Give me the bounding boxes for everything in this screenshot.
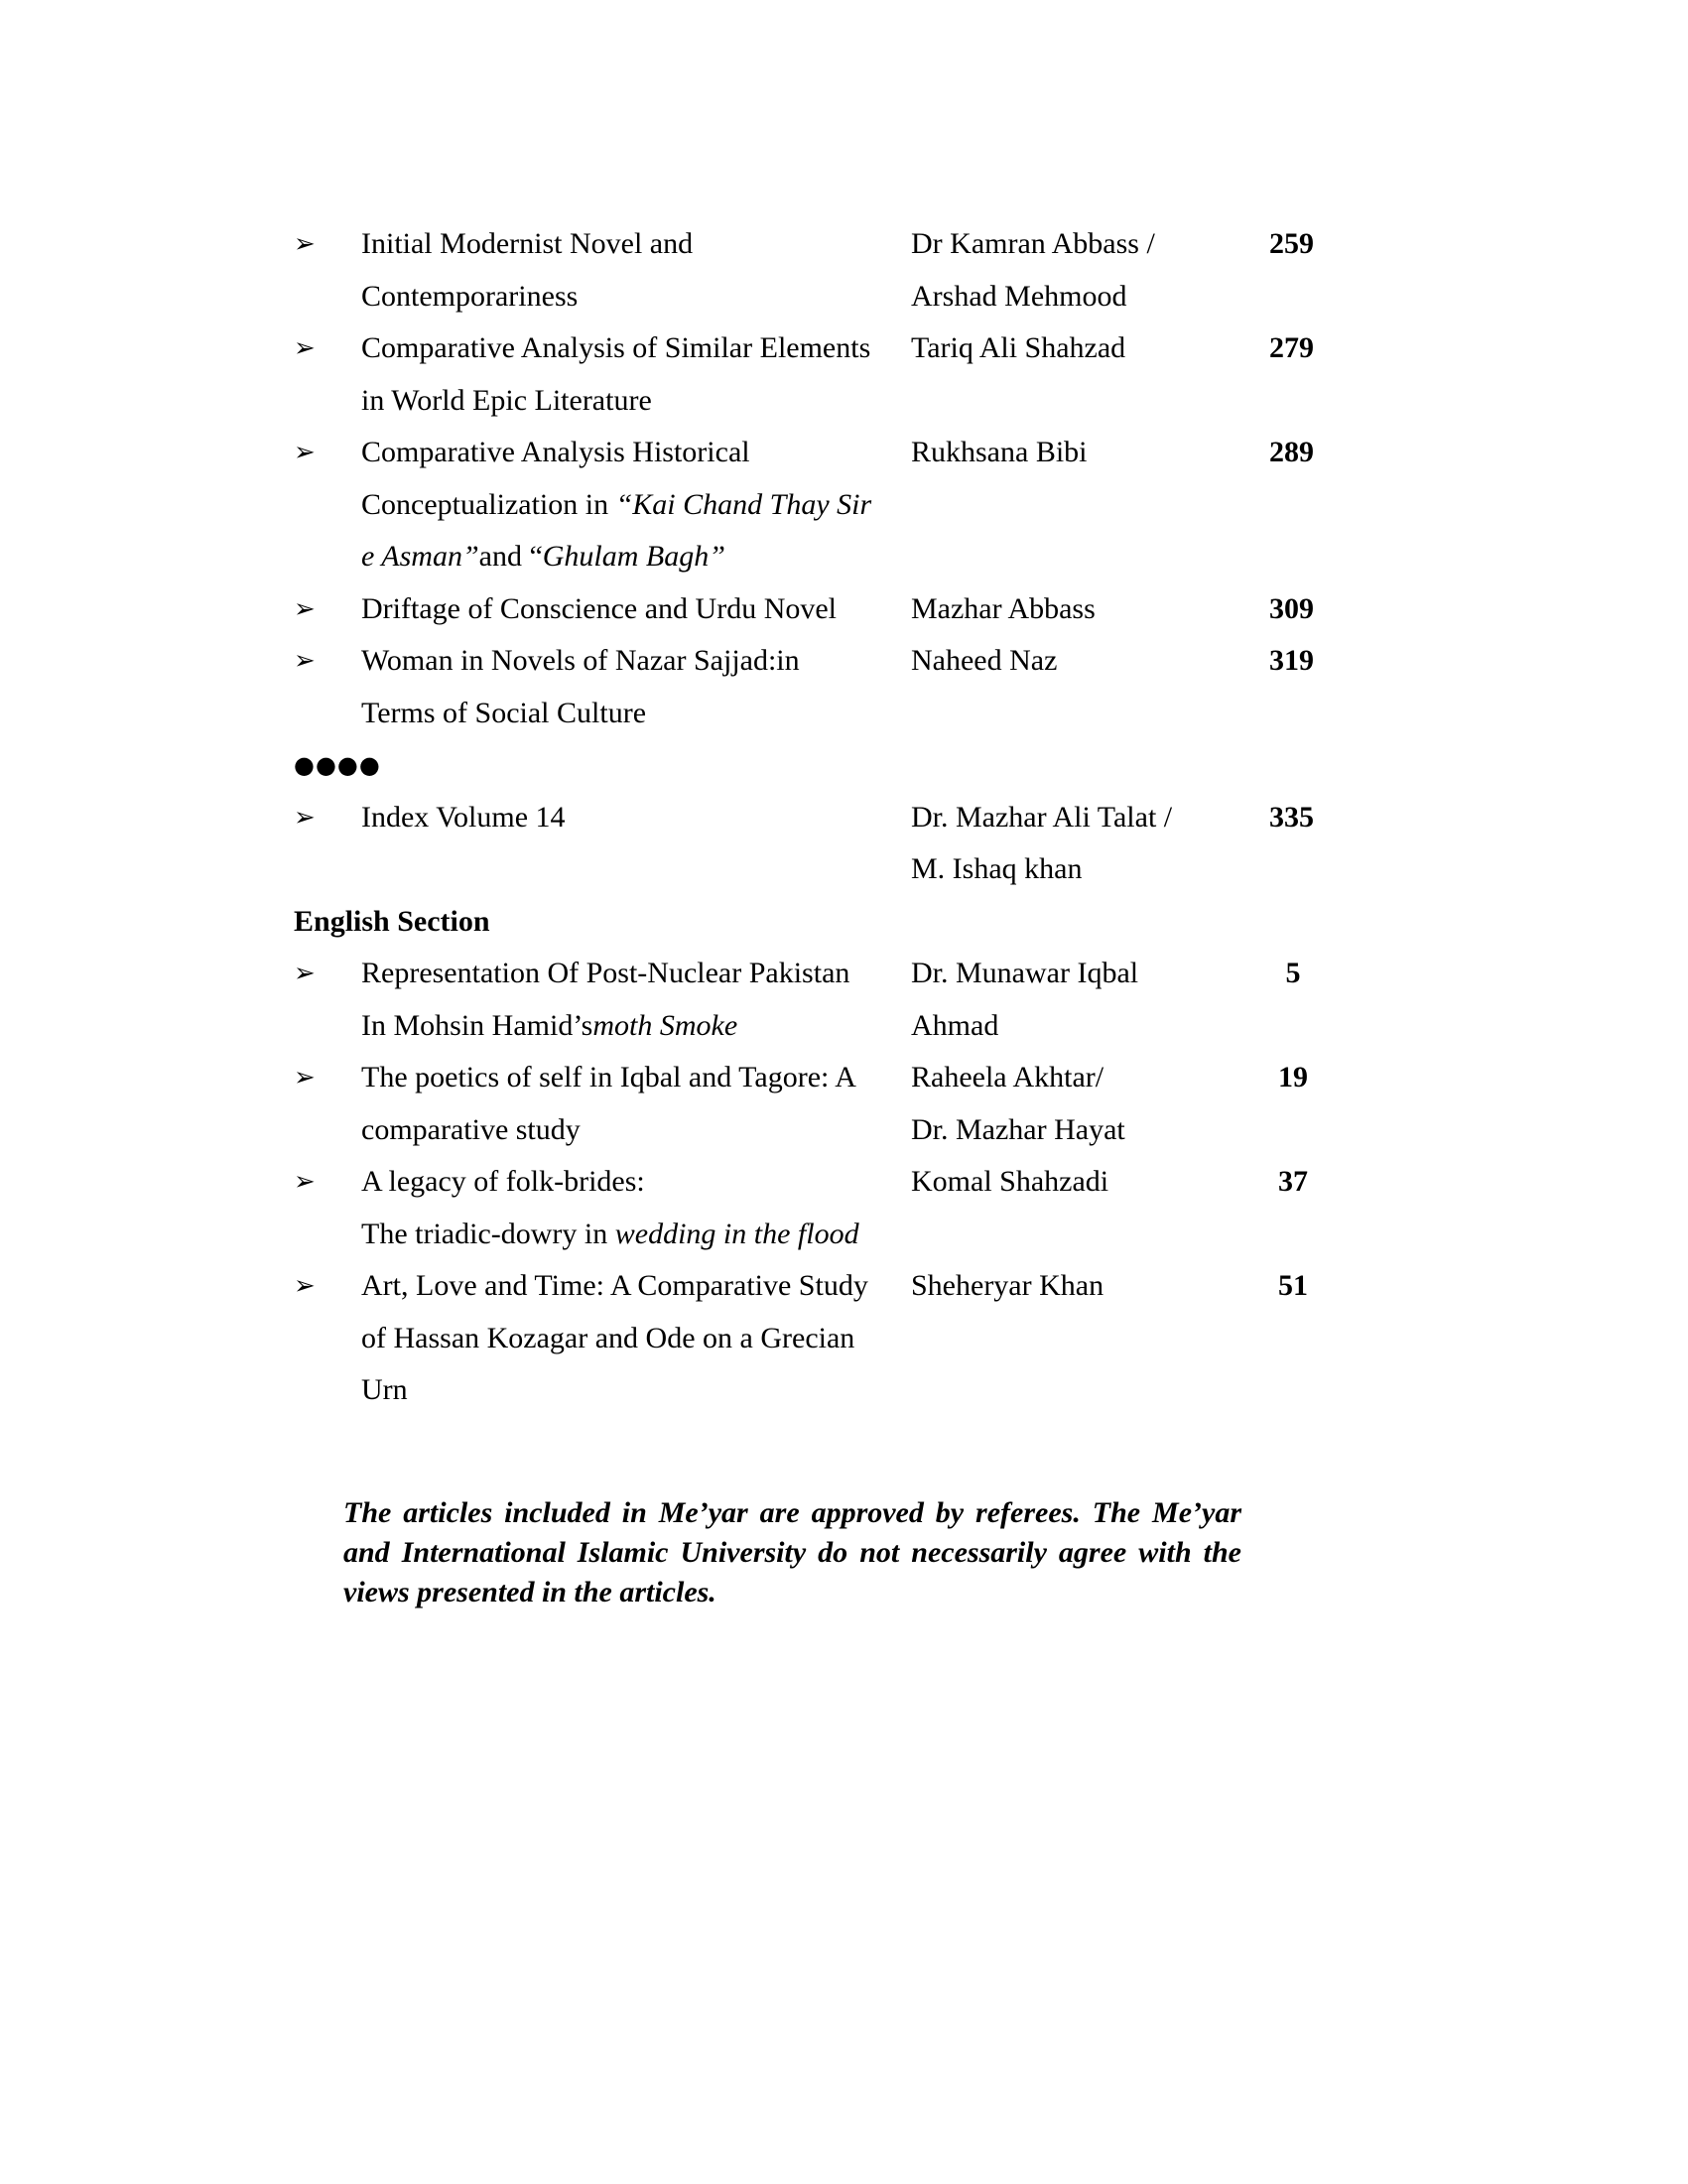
arrow-bullet-icon: ➢	[294, 959, 316, 988]
title-italic-text: “Kai Chand Thay Sir	[615, 487, 872, 521]
title-line: Urn	[361, 1373, 408, 1406]
page-number: 259	[1269, 227, 1314, 260]
author-line: Ahmad	[911, 1008, 999, 1042]
disclaimer-note: The articles included in Me’yar are approved by referees. The Me’yar and International Islamic University do not necessarily agree with the views presented in the articles.	[343, 1496, 1241, 1608]
page-number: 37	[1278, 1165, 1308, 1198]
toc-entry	[294, 218, 1326, 322]
title-line: comparative study	[361, 1112, 581, 1146]
author-line: Mazhar Abbass	[911, 591, 1096, 625]
title-line: The poetics of self in Iqbal and Tagore: A	[361, 1061, 856, 1093]
entry-author	[911, 427, 1209, 479]
author-line: Dr Kamran Abbass /	[911, 227, 1155, 260]
author-line: Rukhsana Bibi	[911, 436, 1088, 468]
entry-title	[361, 792, 887, 896]
title-line: Initial Modernist Novel and	[361, 227, 694, 260]
toc-entry	[294, 322, 1326, 427]
page-number: 5	[1285, 957, 1301, 989]
page-number: 335	[1269, 800, 1314, 834]
arrow-bullet-icon: ➢	[294, 802, 316, 833]
page-number: 51	[1278, 1269, 1308, 1302]
page-number: 319	[1269, 644, 1314, 677]
author-line: Naheed Naz	[911, 644, 1058, 677]
author-line: M. Ishaq khan	[911, 852, 1083, 885]
arrow-bullet-icon: ➢	[294, 1271, 316, 1301]
entry-title	[361, 1156, 887, 1260]
toc-entry	[294, 1052, 1326, 1156]
entry-author	[911, 583, 1209, 636]
title-text: Conceptualization in	[361, 487, 616, 521]
entry-title	[361, 322, 887, 427]
entry-title	[361, 635, 887, 739]
entry-title	[361, 427, 887, 583]
title-line: Comparative Analysis Historical	[361, 436, 750, 468]
author-line: Sheheryar Khan	[911, 1269, 1104, 1302]
entry-author	[911, 948, 1209, 1052]
title-line: A legacy of folk-brides:	[361, 1165, 645, 1198]
toc-entry	[294, 1260, 1326, 1417]
arrow-bullet-icon: ➢	[294, 1167, 316, 1197]
page-number: 309	[1269, 591, 1314, 625]
toc-entry	[294, 1156, 1326, 1260]
author-line: Arshad Mehmood	[911, 279, 1127, 313]
table-of-contents	[294, 218, 1326, 1417]
entry-title	[361, 218, 887, 322]
arrow-bullet-icon: ➢	[294, 438, 316, 467]
entry-author	[911, 322, 1209, 375]
entry-author	[911, 218, 1209, 322]
title-line: Index Volume 14	[361, 800, 566, 834]
entry-title	[361, 1052, 887, 1156]
title-line-spacer	[361, 843, 887, 896]
arrow-bullet-icon: ➢	[294, 593, 316, 624]
arrow-bullet-icon: ➢	[294, 229, 316, 259]
title-line	[361, 531, 887, 583]
section-separator: ●●●●	[294, 751, 381, 779]
author-line: Raheela Akhtar/	[911, 1061, 1104, 1093]
entry-author	[911, 1156, 1209, 1209]
author-line: Komal Shahzadi	[911, 1165, 1109, 1198]
page-number: 289	[1269, 436, 1314, 468]
toc-entry-index	[294, 792, 1326, 896]
title-text: and “	[478, 540, 543, 573]
english-section-heading: English Section	[294, 904, 490, 938]
title-text: In Mohsin Hamid’s	[361, 1008, 593, 1042]
entry-author	[911, 792, 1209, 896]
author-line: Dr. Mazhar Ali Talat /	[911, 800, 1173, 834]
title-italic-text: Ghulam Bagh”	[542, 540, 725, 573]
author-line: Dr. Munawar Iqbal	[911, 957, 1139, 989]
title-line: Contemporariness	[361, 279, 579, 313]
page-number: 19	[1278, 1061, 1308, 1093]
page-number: 279	[1269, 331, 1314, 364]
title-line: Representation Of Post-Nuclear Pakistan	[361, 957, 850, 989]
title-line: Terms of Social Culture	[361, 696, 647, 729]
entry-title	[361, 1260, 887, 1417]
title-line: of Hassan Kozagar and Ode on a Grecian	[361, 1321, 855, 1354]
title-italic-text: e Asman”	[361, 540, 479, 573]
toc-entry	[294, 635, 1326, 739]
author-line: Dr. Mazhar Hayat	[911, 1112, 1125, 1146]
entry-author	[911, 1260, 1209, 1313]
title-line: in World Epic Literature	[361, 383, 652, 417]
title-line: Art, Love and Time: A Comparative Study	[361, 1269, 868, 1302]
title-italic-text: moth Smoke	[592, 1008, 738, 1042]
title-line: Woman in Novels of Nazar Sajjad:in	[361, 644, 800, 677]
title-italic-text: wedding in the flood	[614, 1217, 859, 1250]
toc-entry	[294, 583, 1326, 636]
entry-author	[911, 1052, 1209, 1156]
author-line: Tariq Ali Shahzad	[911, 331, 1126, 364]
title-line	[361, 1000, 887, 1053]
title-line: Driftage of Conscience and Urdu Novel	[361, 591, 838, 625]
arrow-bullet-icon: ➢	[294, 646, 316, 676]
arrow-bullet-icon: ➢	[294, 1063, 316, 1092]
toc-entry	[294, 427, 1326, 583]
title-text: The triadic-dowry in	[361, 1217, 615, 1250]
entry-title	[361, 583, 887, 636]
entry-title	[361, 948, 887, 1052]
arrow-bullet-icon: ➢	[294, 333, 316, 363]
entry-author	[911, 635, 1209, 688]
title-line: Comparative Analysis of Similar Elements	[361, 331, 871, 364]
title-line	[361, 479, 887, 532]
title-line	[361, 1209, 887, 1261]
toc-entry	[294, 948, 1326, 1052]
